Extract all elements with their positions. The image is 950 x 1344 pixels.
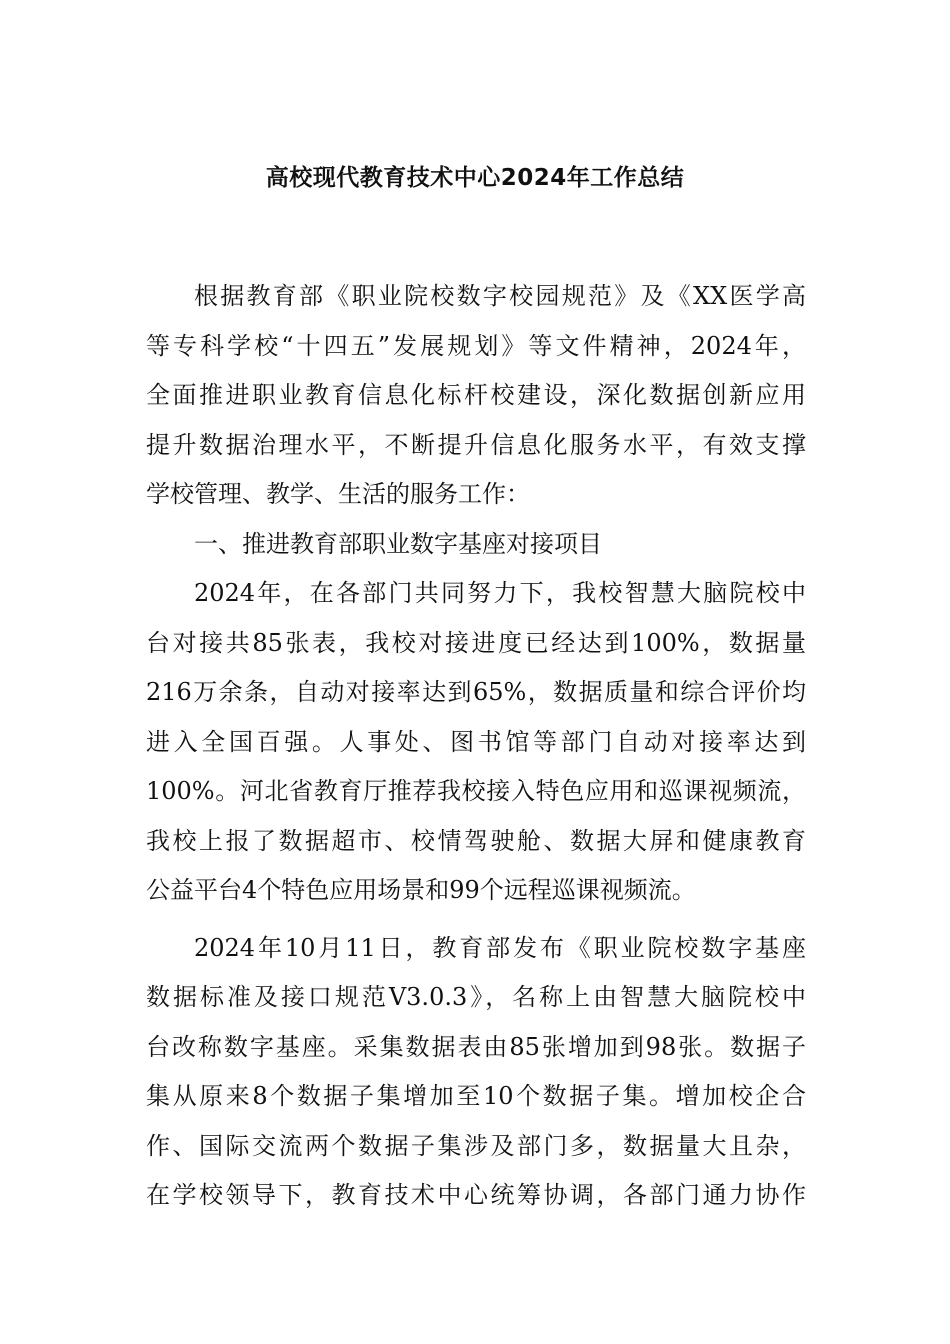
- section-heading: [146, 520, 806, 570]
- text-line: 台改称数字基座。采集数据表由85张增加到98张。数据子: [146, 1032, 806, 1061]
- text-line: 2024年10月11日，教育部发布《职业院校数字基座: [194, 933, 806, 962]
- paragraph-intro: [146, 272, 806, 520]
- text-line: 100%。河北省教育厅推荐我校接入特色应用和巡课视频流，: [146, 777, 806, 805]
- section-heading-text: 一、推进教育部职业数字基座对接项目: [194, 529, 602, 558]
- text-line: 我校上报了数据超市、校情驾驶舱、数据大屏和健康教育: [146, 826, 806, 855]
- text-line: 公益平台4个特色应用场景和99个远程巡课视频流。: [146, 876, 696, 904]
- document-body: [146, 272, 806, 1221]
- text-line: 提升数据治理水平，不断提升信息化服务水平，有效支撑: [146, 430, 806, 459]
- text-line: 进入全国百强。人事处、图书馆等部门自动对接率达到: [146, 727, 806, 756]
- text-line: 全面推进职业教育信息化标杆校建设，深化数据创新应用: [146, 381, 806, 409]
- text-line: 学校管理、教学、生活的服务工作：: [146, 480, 530, 508]
- paragraph-gap: [146, 916, 806, 924]
- text-line: 2024年，在各部门共同努力下，我校智慧大脑院校中: [194, 579, 806, 607]
- text-line: 在学校领导下，教育技术中心统筹协调，各部门通力协作: [146, 1181, 806, 1209]
- text-line: 作、国际交流两个数据子集涉及部门多，数据量大且杂，: [146, 1131, 806, 1160]
- paragraph-standard: [146, 924, 806, 1221]
- text-line: 集从原来8个数据子集增加至10个数据子集。增加校企合: [146, 1082, 806, 1110]
- text-line: 216万余条，自动对接率达到65%，数据质量和综合评价均: [146, 678, 806, 706]
- paragraph-progress: [146, 569, 806, 916]
- text-line: 等专科学校“十四五”发展规划》等文件精神，2024年，: [146, 331, 806, 360]
- document-title: 高校现代教育技术中心2024年工作总结: [265, 165, 685, 191]
- text-line: 根据教育部《职业院校数字校园规范》及《XX医学高: [194, 282, 806, 310]
- text-line: 数据标准及接口规范V3.0.3》，名称上由智慧大脑院校中: [146, 983, 806, 1011]
- text-line: 台对接共85张表，我校对接进度已经达到100%，数据量: [146, 628, 806, 657]
